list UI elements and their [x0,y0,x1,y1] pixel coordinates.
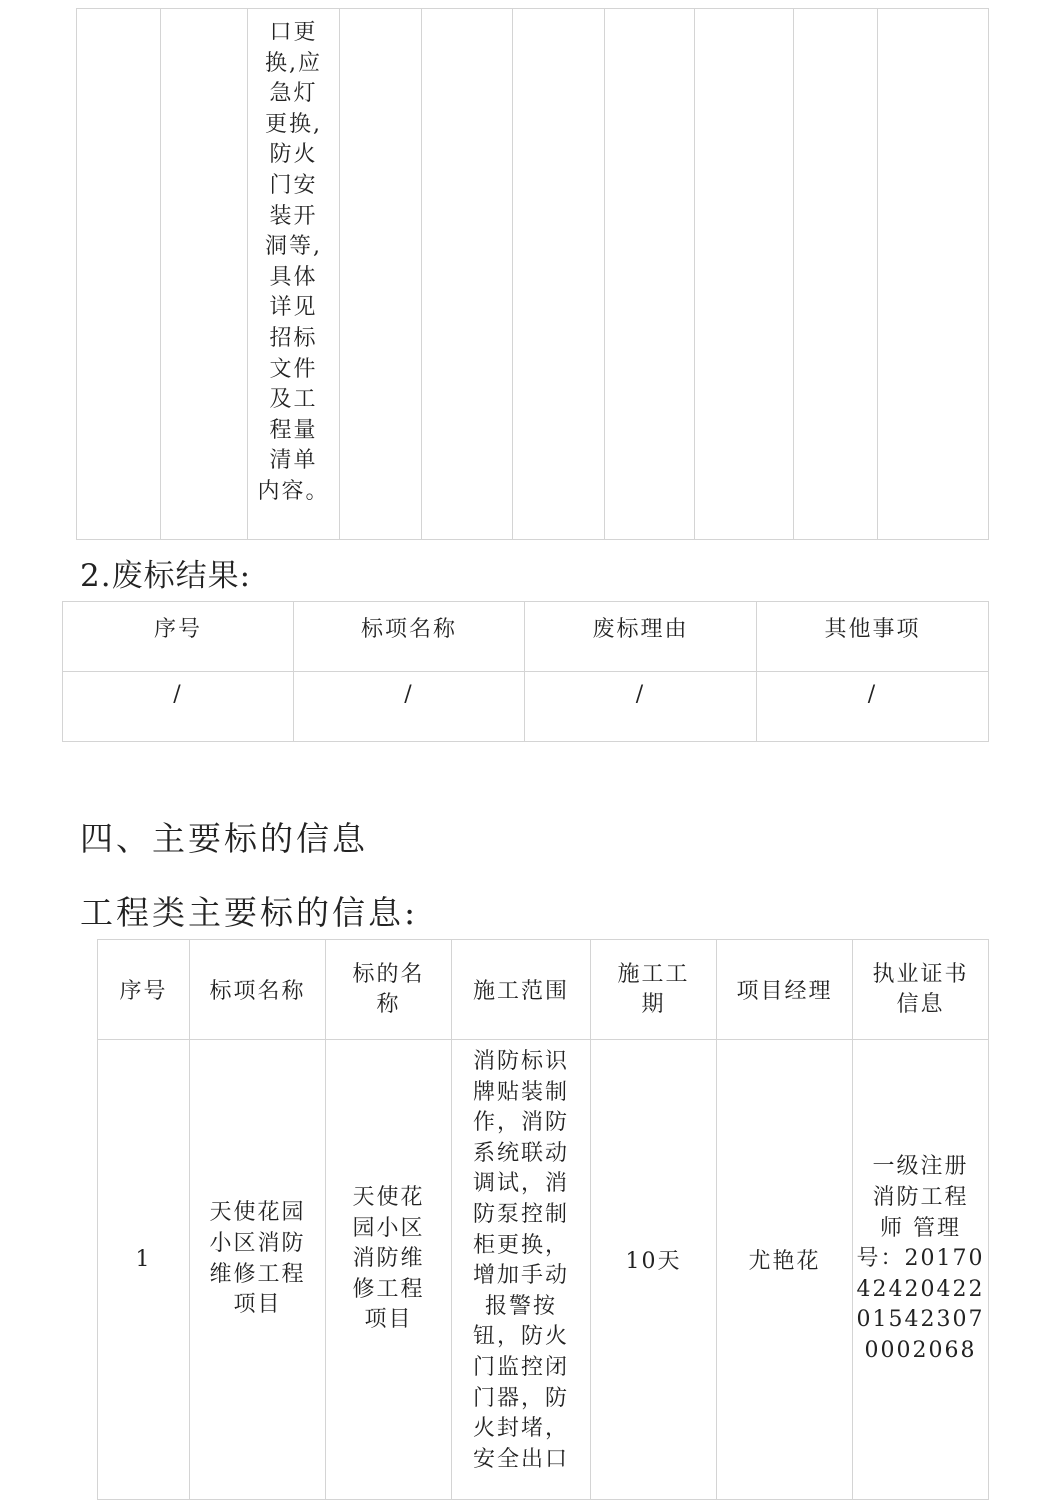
row-number: 1 [135,1247,152,1272]
table-cell [452,1040,591,1500]
column-header [190,940,326,1040]
table-cell [98,1040,190,1500]
continuation-table [76,8,989,540]
column-header-text: 序号 [119,979,168,1004]
column-header [591,940,717,1040]
table-cell: / [294,672,525,742]
column-header-text: 项目经理 [736,979,833,1004]
column-header [326,940,452,1040]
project-manager: 尤艳花 [748,1249,821,1274]
scope-continuation-text: 口更 换,应 急灯 更换, 防火 门安 装开 洞等, 具体 详见 招标 文件 及工 程量 清单 内容。 [257,20,330,504]
table-cell [340,9,422,540]
table-cell [878,9,989,540]
lot-name: 天使花园 小区消防 维修工程 项目 [209,1200,306,1318]
table-cell [695,9,794,540]
construction-duration: 10天 [625,1249,682,1274]
construction-scope: 消防标识 牌贴装制 作，消防 系统联动 调试，消 防泵控制 柜更换， 增加手动 报警按 钮，防火 门监控闭 门器，防 火封堵， 安全出口 [472,1049,569,1472]
scope-continuation-cell [248,9,340,540]
table-cell: / [63,672,294,742]
column-header [717,940,853,1040]
table-cell [422,9,513,540]
main-subject-table [97,939,989,1500]
column-header-text: 执业证书 信息 [872,961,969,1017]
column-header [98,940,190,1040]
table-cell [794,9,878,540]
column-header [452,940,591,1040]
table-cell [717,1040,853,1500]
section-subheading-engineering: 工程类主要标的信息: [80,893,419,932]
table-row [63,672,989,742]
section-heading-invalid-bids: 2.废标结果: [80,558,252,594]
table-cell: / [525,672,757,742]
section-heading-main-subject: 四、主要标的信息 [80,819,368,858]
table-cell: / [757,672,989,742]
column-header-text: 施工范围 [472,979,569,1004]
table-cell [77,9,161,540]
column-header: 标项名称 [294,602,525,672]
table-cell [513,9,605,540]
table-cell [853,1040,989,1500]
certificate-info: 一级注册 消防工程 师 管理 号：20170 42420422 01542307 0002068 [856,1154,985,1363]
table-cell [161,9,248,540]
table-cell [326,1040,452,1500]
table-header-row [63,602,989,672]
column-header [853,940,989,1040]
table-cell [591,1040,717,1500]
table-header-row [98,940,989,1040]
table-cell [605,9,695,540]
table-cell [190,1040,326,1500]
subject-name: 天使花 园小区 消防维 修工程 项目 [352,1185,425,1333]
invalid-bids-table [62,601,989,742]
column-header-text: 标的名 称 [352,961,425,1017]
column-header-text: 施工工 期 [617,961,690,1017]
column-header: 序号 [63,602,294,672]
column-header: 废标理由 [525,602,757,672]
table-row [98,1040,989,1500]
column-header-text: 标项名称 [209,979,306,1004]
column-header: 其他事项 [757,602,989,672]
